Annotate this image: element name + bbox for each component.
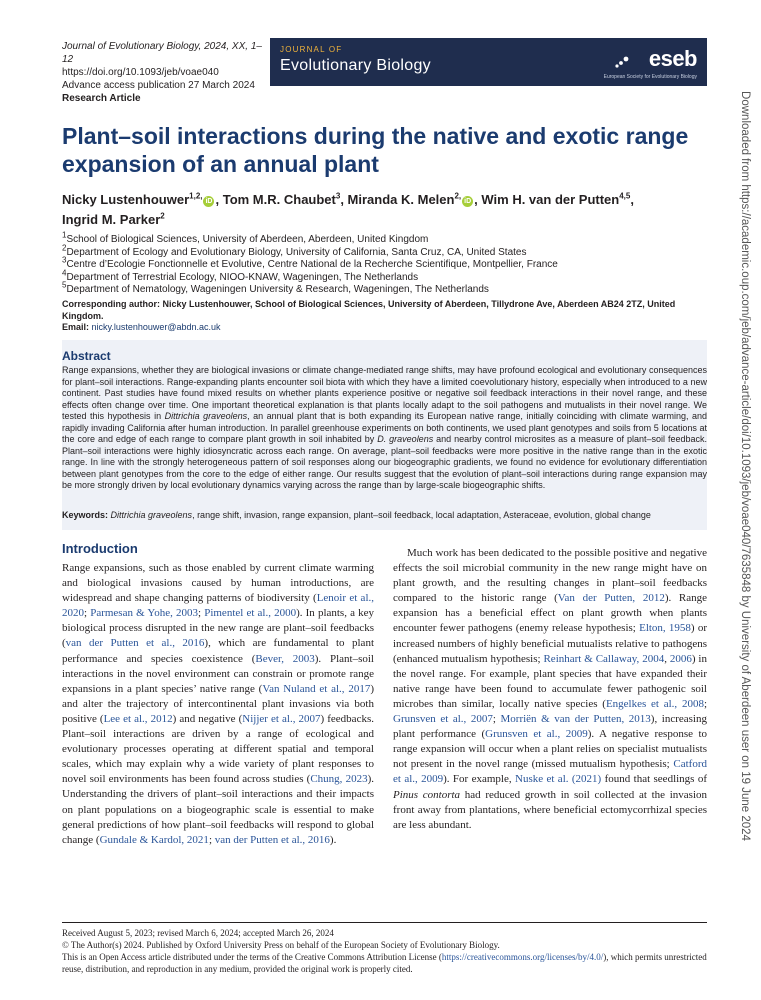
- received-dates: Received August 5, 2023; revised March 6, 2024; accepted March 26, 2024: [62, 928, 334, 938]
- body-text: ). Range expansion has a beneficial effect on plant growth when plants encounter fewer pathogens (enemy release hypothesis;: [393, 592, 708, 635]
- citation-link[interactable]: Elton, 1958: [639, 622, 691, 635]
- citation-link[interactable]: Catford et al., 2009: [393, 758, 707, 786]
- keyword-species: Dittrichia graveolens: [110, 510, 193, 520]
- author-name[interactable]: Nicky Lustenhouwer: [62, 192, 190, 207]
- author-affiliation-sup: 2: [160, 211, 165, 221]
- download-watermark: [737, 91, 753, 841]
- keywords-label: Keywords:: [62, 510, 111, 520]
- author-affiliation-sup: 2,: [454, 191, 462, 201]
- body-text: ;: [198, 607, 205, 620]
- affiliation-item: [62, 243, 702, 260]
- body-text: Much work has been dedicated to the possible positive and negative effects the soil microbial community in the new range might have on plant growth, and the resulting changes in plant–soil feedbacks compared to the historic range (: [393, 547, 707, 605]
- citation-link[interactable]: Nijjer et al., 2007: [242, 712, 321, 725]
- species-name: Pinus contorta: [393, 788, 461, 801]
- introduction-heading: Introduction: [62, 541, 138, 556]
- abstract-text: [62, 365, 707, 492]
- advance-access-date: Advance access publication 27 March 2024: [62, 80, 255, 91]
- affiliation-text: Department of Ecology and Evolutionary Biology, University of California, Santa Cruz, CA, United States: [66, 246, 527, 258]
- orcid-icon[interactable]: iD: [205, 198, 213, 205]
- email-link[interactable]: nicky.lustenhouwer@abdn.ac.uk: [91, 322, 221, 332]
- body-text: ) and alter the trajectory of intercontinental plant invasions via both positive (: [62, 682, 374, 725]
- body-text: had reduced growth in soil collected at the invasion front away from plantations, where beneficial ectomycorrhizal species are less abundant.: [393, 788, 708, 831]
- body-text: ). In plants, a key biological process disrupted in the new range are plant–soil feedbacks (: [62, 607, 375, 650]
- citation-link[interactable]: Gundale & Kardol, 2021: [99, 833, 209, 846]
- citation-link[interactable]: Grunsven et al., 2007: [393, 713, 493, 726]
- article-title: Plant–soil interactions during the native and exotic range expansion of an annual plant: [62, 123, 689, 177]
- eseb-logo-subtitle: European Society for Evolutionary Biology: [603, 74, 697, 80]
- download-note-text: Downloaded from https://academic.oup.com/jeb/advance-article/doi/10.1093/jeb/voae040/7635848 by University of Aberdeen user on 19 June 2024: [739, 91, 751, 841]
- license-text: ), which permits unrestricted reuse, distribution, and reproduction in any medium, provided the original work is properly cited.: [62, 952, 707, 974]
- author-affiliation-sup: 4,5: [619, 191, 631, 201]
- body-text: ) or increased numbers of highly beneficial mutualists relative to pathogens (enhanced mutualism hypothesis;: [393, 622, 707, 665]
- corresponding-author-text: Corresponding author: Nicky Lustenhouwer, School of Biological Sciences, University of Aberdeen, Tillydrone Ave, Aberdeen AB24 2TZ, United Kingdom.: [62, 299, 676, 321]
- author-name[interactable]: Wim H. van der Putten: [481, 192, 620, 207]
- citation-link[interactable]: Pimentel et al., 2000: [204, 607, 297, 620]
- email-line: [62, 322, 702, 334]
- author-affiliation-sup: 1,2,: [189, 191, 203, 201]
- author-affiliation-sup: 3: [335, 191, 341, 201]
- citation-link[interactable]: Van der Putten, 2012: [557, 592, 665, 605]
- citation-link[interactable]: Lee et al., 2012: [103, 712, 173, 725]
- body-text: ;: [492, 713, 501, 726]
- article-type: Research Article: [62, 93, 141, 104]
- citation-link[interactable]: Nuske et al. (2021): [515, 773, 602, 786]
- body-text: ). A negative response to range expansion will occur when a plant relies on specialist mutualists not present in the novel range (missed mutualism hypothesis;: [393, 728, 707, 771]
- abstract-part: , an annual plant that is both expanding its European native range, initially coinciding with climate warming, and rapidly invading California after human introduction. In parallel greenhouse experiments on both continents, we used plant genotypes and soils from 5 locations at the core and edge of each range to compare plant growth in soil inhabited by: [62, 411, 707, 444]
- body-text: ) in the novel range. For example, plant species that have expanded their native range have been found to accumulate fewer pathogenic soil microbes than similar, locally native species (: [393, 652, 707, 710]
- author-name[interactable]: Tom M.R. Chaubet: [222, 192, 336, 207]
- footer-divider: [62, 922, 707, 923]
- license-text: This is an Open Access article distributed under the terms of the Creative Commons Attribution License (: [62, 952, 442, 962]
- citation-link[interactable]: 2006: [669, 652, 692, 665]
- body-text: ), which are fundamental to plant performance and species coexistence (: [62, 637, 374, 665]
- body-text: ;: [84, 607, 91, 620]
- eseb-logo-icon: [614, 55, 630, 69]
- citation-link[interactable]: Parmesan & Yohe, 2003: [90, 607, 198, 620]
- body-text: ). Plant–soil interactions in the novel environment can constrain or promote range expansions in a plant species’ native range (: [62, 652, 374, 695]
- body-text: found that seedlings of: [601, 773, 708, 786]
- abstract-part: and nearby control microsites as a measure of plant–soil feedback. Plant–soil interactions were highly idiosyncratic across each range. On average, plant–soil feedbacks were more positive in the native range than in the exotic range. In line with the strongly heterogeneous pattern of soil responses along our biogeographic gradients, we found no evidence for evolutionary differentiation between plant genotypes from the core to the edge of either range. Our results suggest that the evolution of plant–soil interactions during range expansion may be more strongly driven by local evolutionary dynamics varying across the range than by large-scale biogeographic shifts.: [62, 434, 708, 490]
- body-text: ;: [703, 697, 708, 710]
- eseb-logo: eseb: [648, 46, 697, 71]
- affiliation-number: 4: [62, 268, 67, 278]
- affiliation-number: 1: [62, 230, 67, 240]
- affiliation-text: Department of Nematology, Wageningen University & Research, Wageningen, The Netherlands: [66, 284, 489, 296]
- citation-link[interactable]: van der Putten et al., 2016: [65, 637, 205, 650]
- citation-link[interactable]: Bever, 2003: [255, 652, 315, 665]
- affiliation-item: [62, 268, 702, 285]
- body-text: ;: [208, 833, 215, 846]
- copyright-notice: © The Author(s) 2024. Published by Oxford University Press on behalf of the European Society of Evolutionary Biology.: [62, 940, 500, 950]
- license-notice: [62, 951, 707, 975]
- species-name: D. graveolens: [377, 434, 434, 444]
- body-text: ,: [664, 652, 670, 665]
- journal-banner: [270, 38, 707, 86]
- citation-link[interactable]: Grunsven et al., 2009: [485, 728, 588, 741]
- abstract-part: Range expansions, whether they are biological invasions or climate change-mediated range shifts, may have profound ecological and evolutionary consequences for plant–soil interactions. Range-expanding plants encounter soil biota with which they have a limited coevolutionary history, especially when introduced to a new continent. Past studies have found mixed results on whether plants experience positive or negative soil feedback interactions in their novel range, and these effects often change over time. One important theoretical explanation is that plants locally adapt to the soil pathogens and mutualists in their novel range. We tested this hypothesis in: [62, 365, 707, 421]
- journal-meta: [62, 40, 262, 105]
- keywords-list: , range shift, invasion, range expansion, plant–soil feedback, local adaptation, Asteraceae, evolution, global change: [192, 510, 651, 520]
- citation-link[interactable]: Chung, 2023: [310, 773, 368, 786]
- abstract-heading: Abstract: [62, 349, 111, 363]
- citation-link[interactable]: Lenoir et al., 2020: [62, 592, 374, 620]
- author-name[interactable]: Miranda K. Melen: [347, 192, 455, 207]
- citation-link[interactable]: Morriën & van der Putten, 2013: [500, 713, 651, 726]
- doi-link[interactable]: https://doi.org/10.1093/jeb/voae040: [62, 67, 219, 78]
- affiliation-text: Centre d’Ecologie Fonctionnelle et Evolutive, Centre National de la Recherche Scientifique, Montpellier, France: [66, 259, 558, 271]
- affiliation-text: School of Biological Sciences, University of Aberdeen, Aberdeen, United Kingdom: [66, 234, 429, 245]
- article-footer: [62, 927, 707, 975]
- affiliation-number: 2: [62, 243, 67, 253]
- affiliation-item: [62, 230, 702, 247]
- affiliation-text: Department of Terrestrial Ecology, NIOO-KNAW, Wageningen, The Netherlands: [66, 271, 419, 283]
- body-text: ) feedbacks. Plant–soil interactions are driven by a range of ecological and evolutionary processes operating at different spatial and temporal scales, which may explain why a wide variety of plant responses to novel soil environments has been found across studies (: [62, 712, 374, 786]
- affiliation-number: 5: [62, 281, 67, 291]
- body-text: ) and negative (: [172, 712, 243, 725]
- citation-link[interactable]: van der Putten et al., 2016: [214, 833, 330, 846]
- citation-link[interactable]: Reinhart & Callaway, 2004: [543, 652, 665, 665]
- journal-citation: Journal of Evolutionary Biology, 2024, XX, 1–12: [62, 41, 262, 65]
- banner-journal-of: JOURNAL OF: [280, 45, 343, 54]
- body-text: ). For example,: [443, 773, 515, 786]
- corresponding-author: [62, 299, 702, 334]
- body-text: Range expansions, such as those enabled by current climate warming and biological invasions caused by human introductions, are widespread and shape changing patterns of biodiversity (: [62, 562, 374, 605]
- affiliations: [62, 230, 702, 297]
- license-link[interactable]: https://creativecommons.org/licenses/by/4.0/: [441, 952, 604, 962]
- keywords: [62, 510, 707, 522]
- affiliation-item: [62, 281, 702, 297]
- affiliation-item: [62, 255, 702, 272]
- banner-journal-name: Evolutionary Biology: [280, 57, 431, 74]
- orcid-icon[interactable]: iD: [464, 198, 472, 205]
- species-name: Dittrichia graveolens: [164, 411, 248, 421]
- author-list: Nicky Lustenhouwer$^{1,2,}$iD , Tom M.R. Chaubet$^3$, Miranda K. Melen$^{2,}$iD , Wim H. van der Putten$^{4,5}$, Ingrid M. Parker$^2$: [62, 191, 634, 227]
- affiliation-number: 3: [62, 255, 67, 265]
- citation-link[interactable]: Van Nuland et al., 2017: [262, 682, 371, 695]
- introduction-column-left: [62, 561, 374, 848]
- email-label: Email:: [62, 322, 92, 332]
- body-text: ). Understanding the drivers of plant–soil interactions and their impacts on plant populations on a biogeographic scale is essential to make general predictions of how plant–soil feedbacks will respond to global change (: [62, 773, 375, 846]
- citation-link[interactable]: Engelkes et al., 2008: [605, 697, 704, 710]
- author-name[interactable]: Ingrid M. Parker: [62, 212, 161, 227]
- body-text: ).: [329, 833, 337, 846]
- introduction-column-right: [393, 546, 707, 833]
- body-text: ), increasing plant performance (: [393, 713, 707, 741]
